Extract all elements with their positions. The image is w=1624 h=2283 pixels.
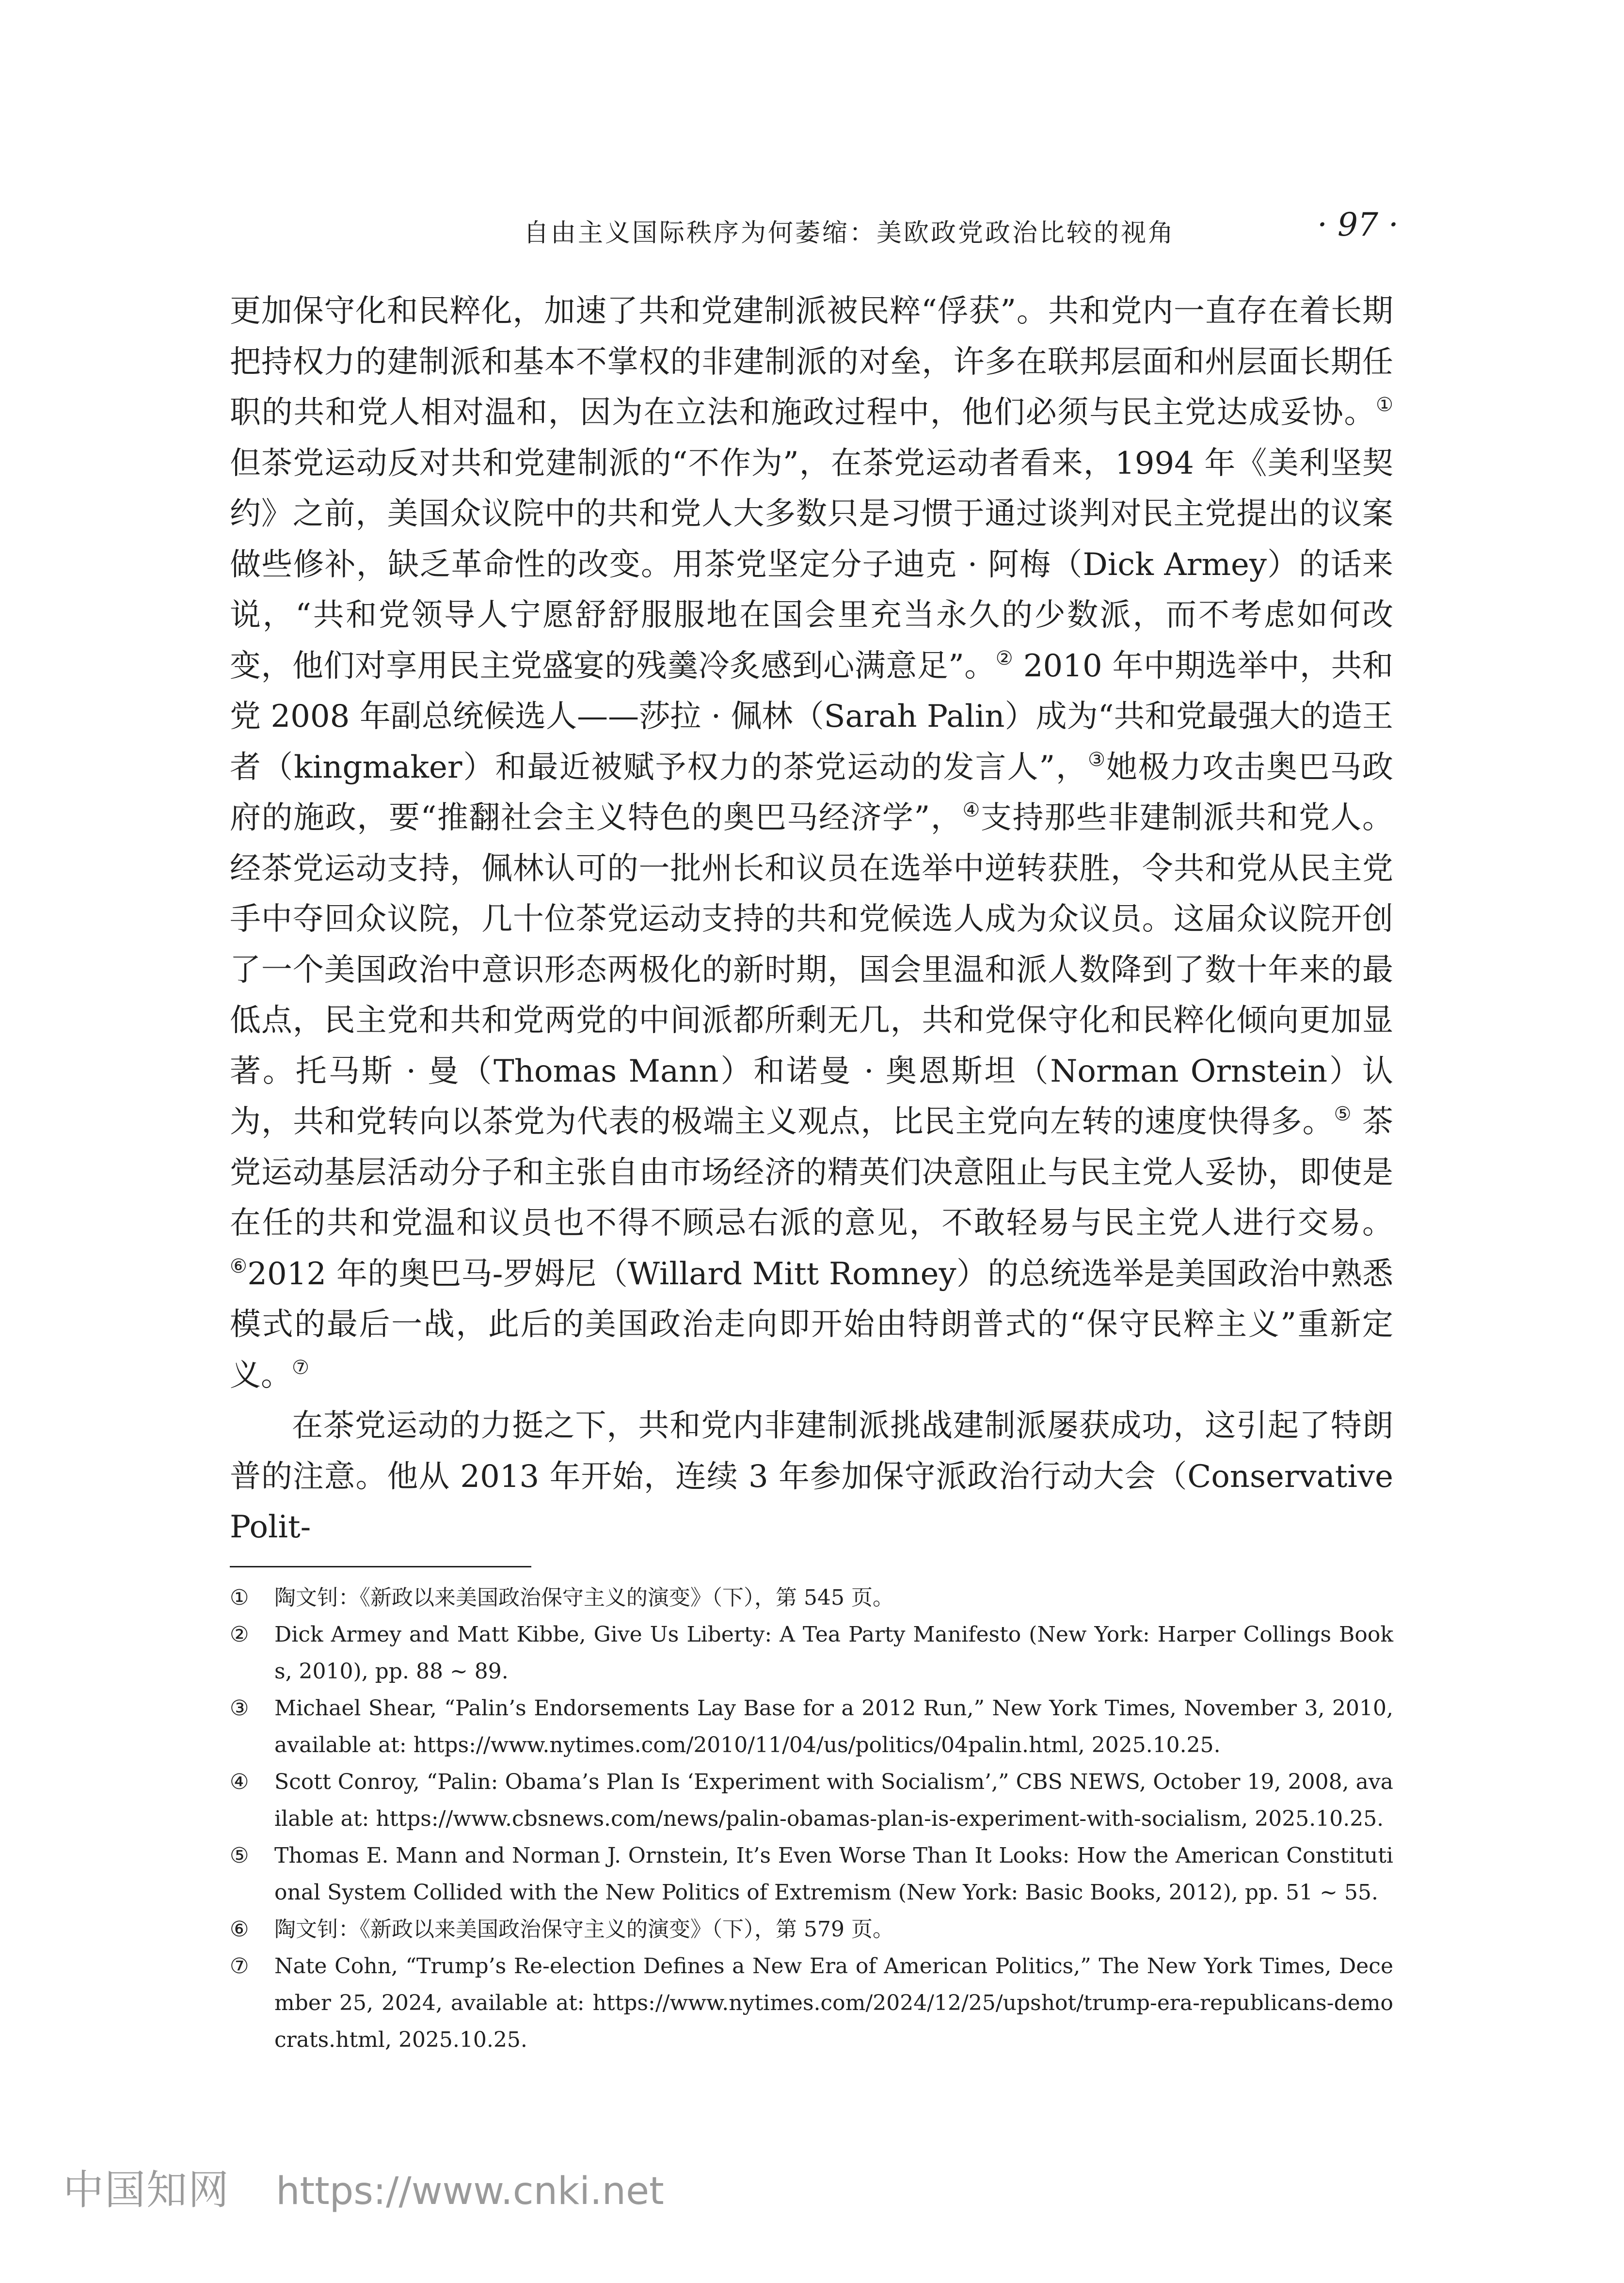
text-run: 但茶党运动反对共和党建制派的“不作为”，在茶党运动者看来，1994 年《美利坚契约》之前，美国众议院中的共和党人大多数只是习惯于通过谈判对民主党提出的议案做些修补，缺乏革命性的改变。用茶党坚定分子迪克 · 阿梅（Dick Armey）的话来说，“共和党领导人宁愿舒舒服服地在国会里充当永久的少数派，而不考虑如何改变，他们对享用民主党盛宴的残羹冷炙感到心满意足”。	[230, 445, 1393, 684]
footnote-mark: ④	[230, 1770, 249, 1794]
footnote-text: Dick Armey and Matt Kibbe, Give Us Liberty: A Tea Party Manifesto (New York: Harper Collings Books, 2010), pp. 88 ~ 89.	[274, 1622, 1393, 1684]
paragraph	[230, 286, 1393, 1401]
footnote	[230, 1911, 1393, 1948]
footnote-ref-2[interactable]: ②	[995, 647, 1014, 670]
text-run: 2010 年中期选举中，共和党 2008 年副总统候选人——莎拉 · 佩林（Sarah Palin）成为“共和党最强大的造王者（kingmaker）和最近被赋予权力的茶党运动的发言人”，	[230, 648, 1394, 785]
text-run: 茶党运动基层活动分子和主张自由市场经济的精英们决意阻止与民主党人妥协，即使是在任的共和党温和议员也不得不顾忌右派的意见，不敢轻易与民主党人进行交易。	[230, 1104, 1394, 1241]
footnote-mark: ③	[230, 1696, 249, 1721]
text-run: 更加保守化和民粹化，加速了共和党建制派被民粹“俘获”。共和党内一直存在着长期把持权力的建制派和基本不掌权的非建制派的对垒，许多在联邦层面和州层面长期任职的共和党人相对温和，因为在立法和施政过程中，他们必须与民主党达成妥协。	[230, 293, 1393, 431]
footnote	[230, 1616, 1393, 1690]
footnote-ref-7[interactable]: ⑦	[292, 1356, 309, 1379]
page-number: · 97 ·	[1317, 206, 1399, 243]
footnote-text: Scott Conroy, “Palin: Obama’s Plan Is ‘Experiment with Socialism’,” CBS NEWS, October 19, 2008, available at: https://www.cbsnews.com/news/palin-obamas-plan-is-experiment-with-socialism, 2025.10.25.	[274, 1770, 1393, 1831]
footnote-text: 陶文钊：《新政以来美国政治保守主义的演变》（下），第 545 页。	[274, 1585, 894, 1610]
footnote-mark: ⑤	[230, 1843, 249, 1868]
text-run: 在茶党运动的力挺之下，共和党内非建制派挑战建制派屡获成功，这引起了特朗普的注意。他从 2013 年开始，连续 3 年参加保守派政治行动大会（Conservative Polit-	[230, 1408, 1393, 1545]
footnote-ref-4[interactable]: ④	[962, 799, 981, 821]
footnote-mark: ②	[230, 1622, 249, 1647]
cnki-watermark	[63, 2157, 664, 2216]
footnote-text: Michael Shear, “Palin’s Endorsements Lay Base for a 2012 Run,” New York Times, November 3, 2010, available at: https://www.nytimes.com/2010/11/04/us/politics/04palin.html, 2025.10.25.	[274, 1696, 1393, 1757]
footnote-ref-6[interactable]: ⑥	[230, 1255, 248, 1277]
footnote-ref-5[interactable]: ⑤	[1334, 1103, 1352, 1125]
text-run: 支持那些非建制派共和党人。经茶党运动支持，佩林认可的一批州长和议员在选举中逆转获胜，令共和党从民主党手中夺回众议院，几十位茶党运动支持的共和党候选人成为众议员。这届众议院开创了一个美国政治中意识形态两极化的新时期，国会里温和派人数降到了数十年来的最低点，民主党和共和党两党的中间派都所剩无几，共和党保守化和民粹化倾向更加显著。托马斯 · 曼（Thomas Mann）和诺曼 · 奥恩斯坦（Norman Ornstein）认为，共和党转向以茶党为代表的极端主义观点，比民主党向左转的速度快得多。	[230, 800, 1394, 1140]
footnote	[230, 1580, 1393, 1616]
footnote-mark: ①	[230, 1585, 249, 1610]
footnote-ref-3[interactable]: ③	[1088, 748, 1107, 771]
body-text	[230, 286, 1393, 1553]
paragraph	[230, 1401, 1393, 1553]
footnote-ref-1[interactable]: ①	[1376, 394, 1393, 416]
footnote	[230, 1948, 1393, 2059]
footnotes	[230, 1580, 1393, 2059]
footnote-text: Thomas E. Mann and Norman J. Ornstein, It’s Even Worse Than It Looks: How the American Constitutional System Collided with the New Politics of Extremism (New York: Basic Books, 2012), pp. 51 ~ 55.	[274, 1843, 1393, 1905]
cnki-logo: 中国知网	[63, 2166, 230, 2214]
text-run: 她极力攻击奥巴马政府的施政，要“推翻社会主义特色的奥巴马经济学”，	[230, 749, 1394, 836]
text-run: 2012 年的奥巴马-罗姆尼（Willard Mitt Romney）的总统选举是美国政治中熟悉模式的最后一战，此后的美国政治走向即开始由特朗普式的“保守民粹主义”重新定义。	[230, 1256, 1394, 1393]
footnote	[230, 1690, 1393, 1764]
footnote	[230, 1764, 1393, 1837]
footnote-divider	[230, 1566, 531, 1567]
running-header-title: 自由主义国际秩序为何萎缩：美欧政党政治比较的视角	[524, 219, 1176, 248]
footnote-text: 陶文钊：《新政以来美国政治保守主义的演变》（下），第 579 页。	[274, 1917, 894, 1942]
footnote	[230, 1837, 1393, 1911]
footnote-text: Nate Cohn, “Trump’s Re-election Defines a New Era of American Politics,” The New York Times, December 25, 2024, available at: https://www.nytimes.com/2024/12/25/upshot/trump-era-republicans-democrats.html, 2025.10.25.	[274, 1954, 1393, 2052]
cnki-url[interactable]: https://www.cnki.net	[276, 2170, 664, 2213]
footnote-mark: ⑦	[230, 1954, 249, 1979]
footnote-mark: ⑥	[230, 1917, 249, 1942]
